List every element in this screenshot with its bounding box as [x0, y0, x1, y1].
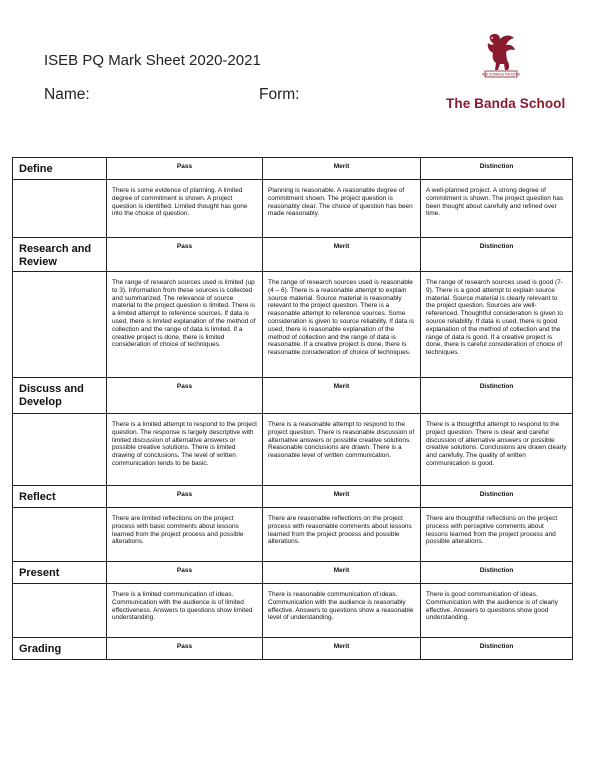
col-header-distinction: Distinction — [421, 486, 573, 508]
research-criteria-row — [13, 272, 573, 378]
form-label: Form: — [259, 86, 300, 103]
blank-cell — [13, 584, 107, 638]
define-header-row — [13, 158, 573, 180]
section-label: Present — [13, 562, 107, 584]
col-header-pass: Pass — [107, 486, 263, 508]
section-label: Define — [13, 158, 107, 180]
blank-cell — [13, 272, 107, 378]
col-header-merit: Merit — [263, 158, 421, 180]
col-header-distinction: Distinction — [421, 378, 573, 414]
col-header-pass: Pass — [107, 378, 263, 414]
distinction-criteria: A well-planned project. A strong degree of commitment is shown. The project question has been thought about carefully and refined over time. — [421, 180, 573, 238]
col-header-pass: Pass — [107, 638, 263, 660]
blank-cell — [13, 508, 107, 562]
distinction-criteria: There are thoughtful reflections on the project process with perceptive comments about lessons learned from the project process and possible alterations. — [421, 508, 573, 562]
pass-criteria: The range of research sources used is limited (up to 3). Information from these sources is collected and summarized. The relevance of source material to the project question is limited. There is a limited attempt to reference sources. If data is used, there is limited explanation of the method of collection and the range of data is limited. If a creative project is done, there is limited consideration of choice of techniques. — [107, 272, 263, 378]
name-label: Name: — [44, 86, 90, 103]
blank-cell — [13, 414, 107, 486]
section-label: Research and Review — [13, 238, 107, 272]
discuss-header-row — [13, 378, 573, 414]
pass-criteria: There are limited reflections on the project process with basic comments about lessons learned from the project process and possible alterations. — [107, 508, 263, 562]
col-header-distinction: Distinction — [421, 238, 573, 272]
crest-motto: NISI DOMINUS FRUSTRA — [481, 72, 521, 77]
col-header-distinction: Distinction — [421, 562, 573, 584]
merit-criteria: The range of research sources used is reasonable (4 – 6). There is a reasonable attempt to explain source material. Source material is reasonably relevant to the project question. There is a reasonable attempt to reference sources. Some consideration is given to source reliability. If data is used, there is reasonable explanation of the method of collection and the range of data is reasonable. If a creative project is done, there is reasonable consideration of choice of techniques. — [263, 272, 421, 378]
merit-criteria: Planning is reasonable. A reasonable degree of commitment shown. The project question is reasonably clear. The choice of question has been made reasonably. — [263, 180, 421, 238]
merit-criteria: There are reasonable reflections on the project process with reasonable comments about lessons learned from the project process and possible alterations. — [263, 508, 421, 562]
section-label: Grading — [13, 638, 107, 660]
distinction-criteria: There is good communication of ideas. Communication with the audience is of clearly effective. Answers to questions show good understanding. — [421, 584, 573, 638]
col-header-merit: Merit — [263, 238, 421, 272]
reflect-criteria-row — [13, 508, 573, 562]
discuss-criteria-row — [13, 414, 573, 486]
merit-criteria: There is a reasonable attempt to respond to the project question. There is reasonable discussion of alternative answers or possible creative solutions. Reasonable conclusions are drawn. There is a reasonable level of written communication. — [263, 414, 421, 486]
col-header-pass: Pass — [107, 238, 263, 272]
school-name: The Banda School — [446, 96, 566, 111]
present-header-row — [13, 562, 573, 584]
merit-criteria: There is reasonable communication of ideas. Communication with the audience is reasonably effective. Answers to questions show a reasonable level of understanding. — [263, 584, 421, 638]
mark-sheet-table — [12, 157, 573, 660]
section-label: Reflect — [13, 486, 107, 508]
school-crest-logo — [476, 30, 526, 80]
distinction-criteria: There is a thoughtful attempt to respond to the project question. There is clear and careful discussion of alternative answers or possible creative solutions. Conclusions are drawn clearly and carefully. The quality of written communication is good. — [421, 414, 573, 486]
col-header-distinction: Distinction — [421, 638, 573, 660]
pass-criteria: There is a limited attempt to respond to the project question. The response is largely descriptive with limited discussion of alternative answers or possible creative solutions. There is limited drawing of conclusions. The level of written communication tends to be basic. — [107, 414, 263, 486]
section-label: Discuss and Develop — [13, 378, 107, 414]
col-header-pass: Pass — [107, 562, 263, 584]
col-header-merit: Merit — [263, 562, 421, 584]
pass-criteria: There is some evidence of planning. A limited degree of commitment is shown. A project question is identified. Limited thought has gone into the choice of question. — [107, 180, 263, 238]
col-header-pass: Pass — [107, 158, 263, 180]
col-header-distinction: Distinction — [421, 158, 573, 180]
grading-header-row — [13, 638, 573, 660]
col-header-merit: Merit — [263, 486, 421, 508]
define-criteria-row — [13, 180, 573, 238]
present-criteria-row — [13, 584, 573, 638]
research-header-row — [13, 238, 573, 272]
blank-cell — [13, 180, 107, 238]
col-header-merit: Merit — [263, 378, 421, 414]
reflect-header-row — [13, 486, 573, 508]
pass-criteria: There is a limited communication of ideas. Communication with the audience is of limited effectiveness. Answers to questions show limited understanding. — [107, 584, 263, 638]
distinction-criteria: The range of research sources used is good (7- 9). There is a good attempt to explain source material. Source material is clearly relevant to the project question. Sources are well-referenced. Thoughtful consideration is given to source reliability. If data is used, there is good explanation of the method of collection and the range of data is good. If a creative project is done, there is careful consideration of choice of techniques. — [421, 272, 573, 378]
page-title: ISEB PQ Mark Sheet 2020-2021 — [44, 52, 261, 69]
col-header-merit: Merit — [263, 638, 421, 660]
